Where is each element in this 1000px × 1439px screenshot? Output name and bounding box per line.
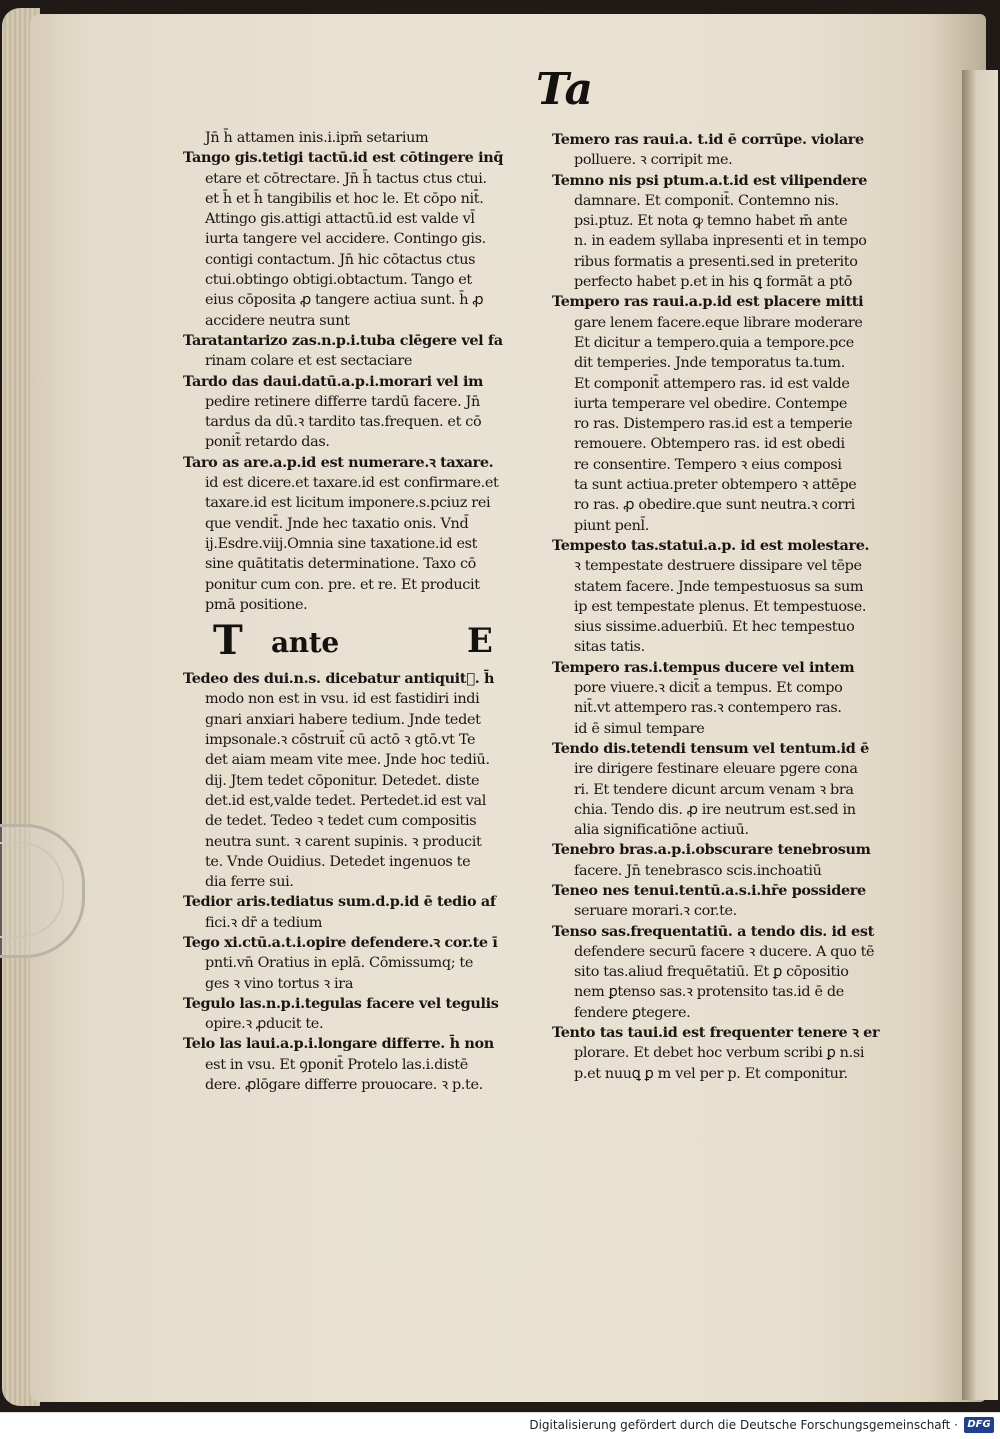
text-line: ctui.obtingo obtigi.obtactum. Tango et <box>205 272 472 289</box>
text-line: polluere. ꝛ corripit me. <box>574 152 733 169</box>
facing-page-strip <box>962 70 998 1400</box>
text-line: sine quātitatis determinatione. Taxo cō <box>205 556 476 573</box>
text-line: dij. Jtem tedet cōponitur. Detedet. diste <box>205 772 480 789</box>
left-column <box>183 128 555 1095</box>
text-line: psi.ptuz. Et nota ꝙ temno habet m̄ ante <box>574 213 848 230</box>
text-line: pnti.vn̄ Oratius in eplā. Cōmissumq; te <box>205 955 474 972</box>
text-line: ro ras. Distempero ras.id est a temperie <box>574 416 853 433</box>
entry-lemma-line: Taratantarizo zas.n.p.i.tuba clēgere vel fa <box>183 331 503 349</box>
entry-lemma-line: Tego xi.ctū.a.t.i.opire defendere.ꝛ cor.te ī <box>183 933 498 951</box>
text-line: pore viuere.ꝛ dicit̄ a tempus. Et compo <box>574 680 843 697</box>
text-line: Jn̄ h̄ attamen inis.i.ipm̄ setarium <box>205 130 429 146</box>
text-line: sito tas.aliud frequētatiū. Et ꝑ cōpositio <box>574 964 849 981</box>
section-heading <box>183 619 555 663</box>
text-line: neutra sunt. ꝛ carent supinis. ꝛ producit <box>205 833 482 850</box>
entry-lemma-line: Tempesto tas.statui.a.p. id est molestare. <box>552 536 870 554</box>
text-line: fici.ꝛ dr̄ a tedium <box>205 914 323 931</box>
entry-lemma-line: Telo las laui.a.p.i.longare differre. h̄ non <box>183 1035 494 1053</box>
right-column <box>552 130 912 1084</box>
entry-lemma-line: Tempero ras raui.a.p.id est placere mitti <box>552 293 864 311</box>
text-line: damnare. Et componit̄. Contemno nis. <box>574 192 839 209</box>
text-line: pedire retinere differre tardū facere. Jn̄ <box>205 393 480 410</box>
entry-lemma-line: Tenebro bras.a.p.i.obscurare tenebrosum <box>552 841 871 859</box>
text-line: pmā positione. <box>205 596 308 613</box>
text-line: ribus formatis a presenti.sed in preterito <box>574 253 858 270</box>
text-line: iurta temperare vel obedire. Contempe <box>574 395 848 412</box>
text-line: ij.Esdre.viij.Omnia sine taxatione.id est <box>205 535 478 552</box>
text-line: et h̄ et h̄ tangibilis et hoc le. Et cōpo nit̄. <box>205 190 484 207</box>
text-line: nem ꝑtenso sas.ꝛ protensito tas.id ē de <box>574 984 844 1001</box>
text-line: alia significatiōne actiuū. <box>574 822 749 839</box>
text-line: dere. ꝓlōgare differre prouocare. ꝛ p.te. <box>205 1077 483 1094</box>
entry-lemma-line: Tendo dis.tetendi tensum vel tentum.id ē <box>552 739 869 757</box>
text-line: seruare morari.ꝛ cor.te. <box>574 903 737 920</box>
entry-lemma-line: Tango gis.tetigi tactū.id est cōtingere inq̄ <box>183 149 504 167</box>
text-line: sius sissime.aduerbiū. Et hec tempestuo <box>574 619 855 636</box>
text-line: n. in eadem syllaba inpresenti et in tempo <box>574 233 867 250</box>
text-line: nit̄.vt attempero ras.ꝛ contempero ras. <box>574 700 842 717</box>
text-line: ri. Et tendere dicunt arcum venam ꝛ bra <box>574 781 854 798</box>
entry-lemma-line: Temno nis psi ptum.a.t.id est vilipendere <box>552 171 868 189</box>
text-line: det.id est,valde tedet. Pertedet.id est val <box>205 792 487 809</box>
text-line: defendere securū facere ꝛ ducere. A quo tē <box>574 943 875 960</box>
text-line: eius cōposita ꝓ tangere actiua sunt. h̄ ꝓ <box>205 292 484 309</box>
text-line: ponit̄ retardo das. <box>205 434 330 451</box>
entry-lemma-line: Tedior aris.tediatus sum.d.p.id ē tedio af <box>183 893 496 911</box>
text-line: ponitur cum con. pre. et re. Et producit <box>205 576 480 593</box>
entry-lemma-line: Tedeo des dui.n.s. dicebatur antiquit᷑. h̄ <box>183 670 495 688</box>
text-line: perfecto habet p.et in his ꝗ formāt a ptō <box>574 274 853 291</box>
running-head: Ta <box>536 64 594 115</box>
text-line: ꝛ tempestate destruere dissipare vel tēpe <box>574 558 862 575</box>
entry-lemma-line: Tegulo las.n.p.i.tegulas facere vel tegulis <box>183 994 499 1012</box>
left-column-entries-top <box>183 128 555 615</box>
text-line: id est dicere.et taxare.id est confirmare.et <box>205 475 499 492</box>
text-line: Attingo gis.attigi attactū.id est valde vl̄ <box>205 211 475 228</box>
text-line: etare et cōtrectare. Jn̄ h̄ tactus ctus ctui. <box>205 170 487 187</box>
text-line: dia ferre sui. <box>205 874 294 891</box>
text-line: fendere ꝑtegere. <box>574 1004 691 1021</box>
text-line: remouere. Obtempero ras. id est obedi <box>574 436 845 453</box>
section-word: ante <box>271 626 339 660</box>
text-line: id ē simul tempare <box>574 720 705 737</box>
text-line: accidere neutra sunt <box>205 312 350 329</box>
text-line: tardus da dū.ꝛ tardito tas.frequen. et cō <box>205 414 482 431</box>
text-line: sitas tatis. <box>574 639 645 656</box>
text-line: de tedet. Tedeo ꝛ tedet cum compositis <box>205 813 477 830</box>
text-line: ip est tempestate plenus. Et tempestuose. <box>574 598 867 615</box>
entry-lemma-line: Teneo nes tenui.tentū.a.s.i.hr̄e possidere <box>552 881 866 899</box>
text-line: p.et nuuꝗ ꝑ m vel per p. Et componitur. <box>574 1065 848 1082</box>
text-line: ire dirigere festinare eleuare pgere cona <box>574 761 858 778</box>
text-line: re consentire. Tempero ꝛ eius composi <box>574 456 842 473</box>
footer <box>0 1412 1000 1439</box>
text-line: te. Vnde Ouidius. Detedet ingenuos te <box>205 853 471 870</box>
text-line: impsonale.ꝛ cōstruit̄ cū actō ꝛ gtō.vt Te <box>205 732 476 749</box>
text-line: modo non est in vsu. id est fastidiri indi <box>205 691 480 708</box>
text-line: rinam colare et est sectaciare <box>205 353 413 370</box>
section-initial: T <box>213 617 243 665</box>
text-line: dit temperies. Jnde temporatus ta.tum. <box>574 355 845 372</box>
text-line: det aiam meam vite mee. Jnde hoc tediū. <box>205 752 490 769</box>
text-line: iurta tangere vel accidere. Contingo gis. <box>205 231 486 248</box>
text-line: statem facere. Jnde tempestuosus sa sum <box>574 578 864 595</box>
text-line: ro ras. ꝓ obedire.que sunt neutra.ꝛ corri <box>574 497 855 514</box>
text-line: est in vsu. Et ꝯponit̄ Protelo las.i.distē <box>205 1056 468 1073</box>
text-line: que vendit̄. Jnde hec taxatio onis. Vnd̄ <box>205 515 469 532</box>
text-line: gare lenem facere.eque librare moderare <box>574 314 863 331</box>
left-column-entries-bottom <box>183 669 555 1095</box>
entry-lemma-line: Tempero ras.i.tempus ducere vel intem <box>552 658 855 676</box>
text-line: taxare.id est licitum imponere.s.pciuz rei <box>205 495 491 512</box>
entry-lemma-line: Tenso sas.frequentatiū. a tendo dis. id est <box>552 922 874 940</box>
text-line: Et componit̄ attempero ras. id est valde <box>574 375 850 392</box>
text-line: contigi contactum. Jn̄ hic cōtactus ctus <box>205 251 476 268</box>
entry-lemma-line: Tento tas taui.id est frequenter tenere ꝛ er <box>552 1024 880 1042</box>
entry-lemma-line: Temero ras raui.a. t.id ē corrūpe. violare <box>552 131 864 148</box>
text-line: ta sunt actiua.preter obtempero ꝛ attēpe <box>574 477 857 494</box>
footer-credit: Digitalisierung gefördert durch die Deutsche Forschungsgemeinschaft · <box>529 1418 958 1432</box>
text-line: gnari anxiari habere tedium. Jnde tedet <box>205 711 481 728</box>
text-line: facere. Jn̄ tenebrasco scis.inchoatiū <box>574 862 822 879</box>
text-line: plorare. Et debet hoc verbum scribi ꝑ n.si <box>574 1045 865 1062</box>
dfg-logo: DFG <box>964 1417 994 1433</box>
text-line: Et dicitur a tempero.quia a tempore.pce <box>574 334 854 351</box>
text-line: piunt penl̄. <box>574 517 650 534</box>
section-letter: E <box>467 621 493 662</box>
entry-lemma-line: Tardo das daui.datū.a.p.i.morari vel im <box>183 372 483 390</box>
text-line: opire.ꝛ ꝓducit te. <box>205 1016 324 1033</box>
entry-lemma-line: Taro as are.a.p.id est numerare.ꝛ taxare. <box>183 453 494 471</box>
text-line: chia. Tendo dis. ꝓ ire neutrum est.sed in <box>574 801 856 818</box>
text-line: ges ꝛ vino tortus ꝛ ira <box>205 975 354 992</box>
